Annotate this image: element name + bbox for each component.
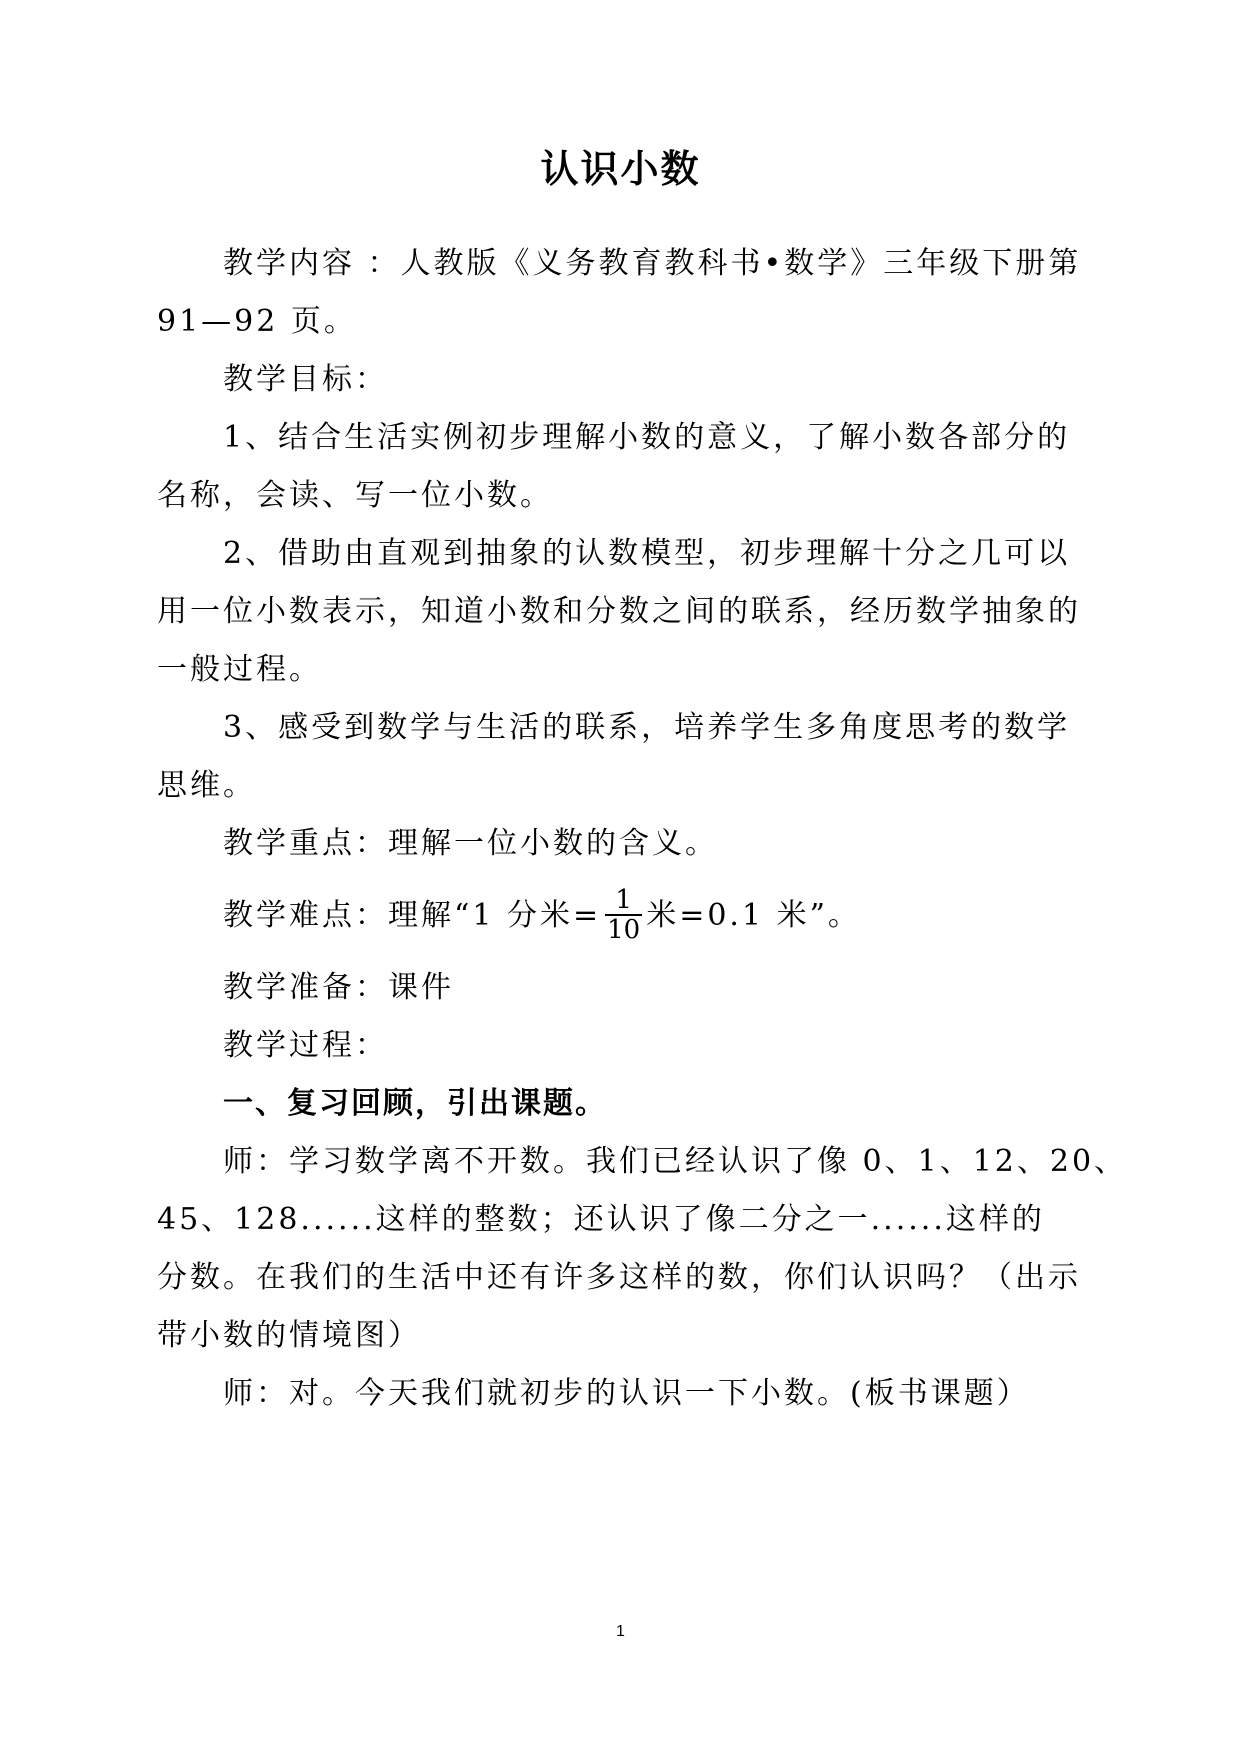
section-1-heading: 一、复习回顾，引出课题。: [223, 1086, 607, 1121]
process-heading: 教学过程：: [223, 1028, 388, 1063]
teaching-goals-heading: 教学目标：: [223, 362, 388, 397]
difficult-point-text-after: 米=0.1 米”。: [646, 898, 861, 933]
difficult-point-text-before: 教学难点：理解“1 分米=: [223, 898, 602, 933]
teaching-content-line: 教学内容 ：人教版《义务教育教科书•数学》三年级下册第: [223, 246, 1082, 281]
goal-2-line-2: 用一位小数表示，知道小数和分数之间的联系，经历数学抽象的: [157, 594, 1081, 629]
teacher-line-2: 45、128......这样的整数；还认识了像二分之一......这样的: [157, 1202, 1045, 1237]
document-title: 认识小数: [540, 147, 701, 191]
teaching-content-pages: 91—92 页。: [157, 304, 357, 339]
preparation-line: 教学准备：课件: [223, 970, 454, 1005]
goal-3-line-1: 3、感受到数学与生活的联系，培养学生多角度思考的数学: [223, 710, 1071, 745]
teacher-line-3: 分数。在我们的生活中还有许多这样的数，你们认识吗？（出示: [157, 1260, 1081, 1295]
one-tenth-fraction: [605, 886, 642, 944]
goal-2-line-1: 2、借助由直观到抽象的认数模型，初步理解十分之几可以: [223, 536, 1071, 571]
teacher-line-5: 师：对。今天我们就初步的认识一下小数。(板书课题）: [223, 1376, 1030, 1411]
page-number: 1: [616, 1623, 625, 1640]
goal-1-line-2: 名称，会读、写一位小数。: [157, 478, 553, 513]
goal-2-line-3: 一般过程。: [157, 652, 322, 687]
teacher-line-4: 带小数的情境图）: [157, 1318, 421, 1353]
fraction-numerator: 1: [605, 886, 642, 916]
teacher-line-1: 师：学习数学离不开数。我们已经认识了像 0、1、12、20、: [223, 1144, 1128, 1179]
key-point-line: 教学重点：理解一位小数的含义。: [223, 826, 718, 861]
difficult-point-line: [157, 885, 1163, 946]
fraction-denominator: 10: [607, 915, 641, 945]
goal-3-line-2: 思维。: [157, 768, 256, 803]
goal-1-line-1: 1、结合生活实例初步理解小数的意义，了解小数各部分的: [223, 420, 1071, 455]
